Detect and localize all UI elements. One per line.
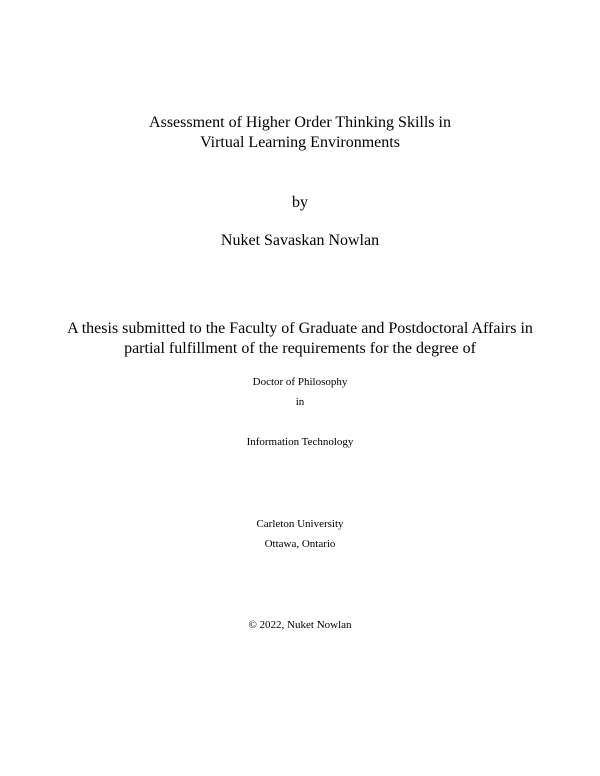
in-label: in: [295, 396, 305, 408]
university-location: Ottawa, Ontario: [264, 538, 336, 550]
by-label: by: [292, 194, 308, 211]
thesis-title-line-2: Virtual Learning Environments: [200, 134, 400, 151]
author-name: Nuket Savaskan Nowlan: [220, 232, 380, 249]
submission-statement-line-1: A thesis submitted to the Faculty of Graduate and Postdoctoral Affairs in: [67, 320, 533, 337]
degree-name: Doctor of Philosophy: [252, 376, 348, 388]
submission-statement-line-2: partial fulfillment of the requirements for the degree of: [124, 340, 476, 357]
copyright-notice: © 2022, Nuket Nowlan: [248, 619, 352, 631]
thesis-title-line-1: Assessment of Higher Order Thinking Skills in: [149, 114, 451, 131]
degree-field: Information Technology: [246, 436, 354, 448]
university-name: Carleton University: [256, 518, 344, 530]
